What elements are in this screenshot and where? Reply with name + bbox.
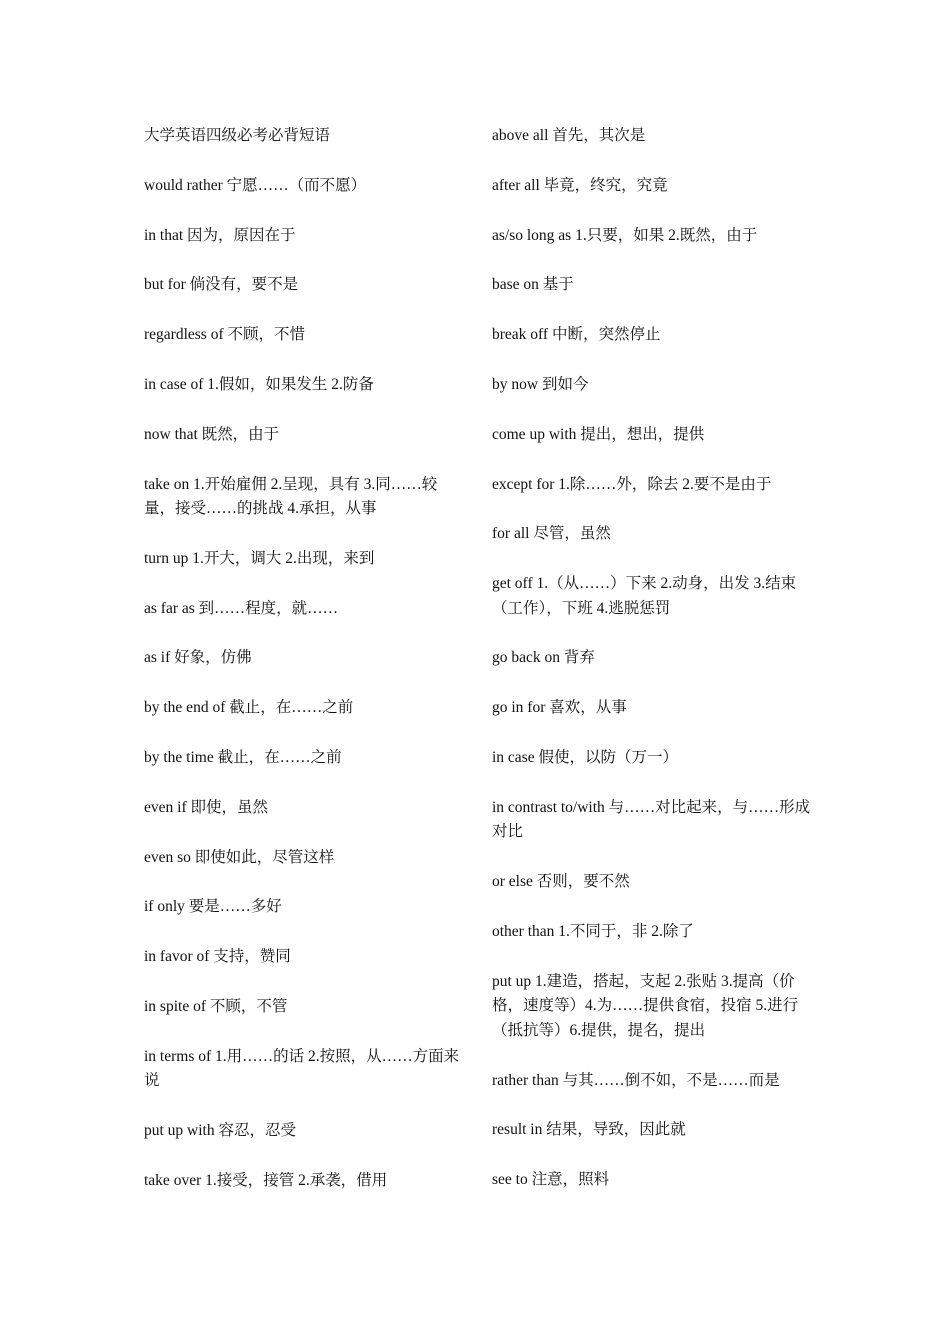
phrase-entry: break off 中断，突然停止 <box>492 326 661 344</box>
phrase-entry: even so 即使如此，尽管这样 <box>144 848 335 866</box>
phrase-entry: see to 注意，照料 <box>492 1171 610 1189</box>
phrase-entry: take on 1.开始雇佣 2.呈现，具有 3.同……较量，接受……的挑战 4.承担，从事 <box>144 475 438 518</box>
phrase-entry: except for 1.除……外，除去 2.要不是由于 <box>492 475 772 493</box>
phrase-entry: in that 因为，原因在于 <box>144 226 296 244</box>
phrase-entry: take over 1.接受，接管 2.承袭，借用 <box>144 1171 388 1189</box>
phrase-entry: after all 毕竟，终究，究竟 <box>492 176 668 194</box>
phrase-entry: now that 既然，由于 <box>144 425 280 443</box>
phrase-entry: result in 结果，导致，因此就 <box>492 1121 686 1139</box>
document-title: 大学英语四级必考必背短语 <box>144 127 331 144</box>
phrase-entry: but for 倘没有，要不是 <box>144 276 299 294</box>
phrase-entry: rather than 与其……倒不如，不是……而是 <box>492 1071 780 1089</box>
phrase-entry: get off 1.（从……）下来 2.动身，出发 3.结束（工作），下班 4.逃脱惩罚 <box>492 575 797 617</box>
phrase-entry: turn up 1.开大，调大 2.出现，来到 <box>144 549 375 567</box>
phrase-entry: in terms of 1.用……的话 2.按照，从……方面来说 <box>144 1047 460 1090</box>
phrase-entry: other than 1.不同于，非 2.除了 <box>492 922 694 940</box>
phrase-entry: would rather 宁愿……（而不愿） <box>144 176 367 194</box>
phrase-entry: even if 即使，虽然 <box>144 798 268 816</box>
phrase-entry: or else 否则，要不然 <box>492 873 630 891</box>
phrase-entry: come up with 提出，想出，提供 <box>492 425 705 443</box>
phrase-entry: by the end of 截止，在……之前 <box>144 699 354 717</box>
left-column <box>144 124 466 1219</box>
phrase-entry: in case of 1.假如，如果发生 2.防备 <box>144 375 374 393</box>
phrase-entry: in case 假使，以防（万一） <box>492 749 678 767</box>
phrase-entry: regardless of 不顾，不惜 <box>144 326 305 344</box>
phrase-entry: put up 1.建造，搭起，支起 2.张贴 3.提高（价格，速度等）4.为……提供食宿，投宿 5.进行（抵抗等）6.提供，提名，提出 <box>492 972 799 1039</box>
phrase-entry: go in for 喜欢，从事 <box>492 699 627 717</box>
phrase-entry: for all 尽管，虽然 <box>492 525 611 543</box>
phrase-entry: in spite of 不顾，不管 <box>144 998 288 1016</box>
phrase-entry: if only 要是……多好 <box>144 898 282 916</box>
phrase-entry: as/so long as 1.只要，如果 2.既然，由于 <box>492 226 758 244</box>
phrase-entry: by the time 截止，在……之前 <box>144 749 342 767</box>
phrase-entry: by now 到如今 <box>492 375 589 393</box>
right-column <box>492 124 814 1218</box>
phrase-entry: put up with 容忍，忍受 <box>144 1122 296 1140</box>
phrase-entry: base on 基于 <box>492 276 574 294</box>
phrase-entry: go back on 背弃 <box>492 649 595 667</box>
phrase-entry: in contrast to/with 与……对比起来，与……形成对比 <box>492 798 811 841</box>
phrase-entry: as if 好象，仿佛 <box>144 649 252 667</box>
phrase-entry: in favor of 支持，赞同 <box>144 948 291 966</box>
phrase-entry: as far as 到……程度，就…… <box>144 599 339 617</box>
phrase-entry: above all 首先，其次是 <box>492 127 646 144</box>
